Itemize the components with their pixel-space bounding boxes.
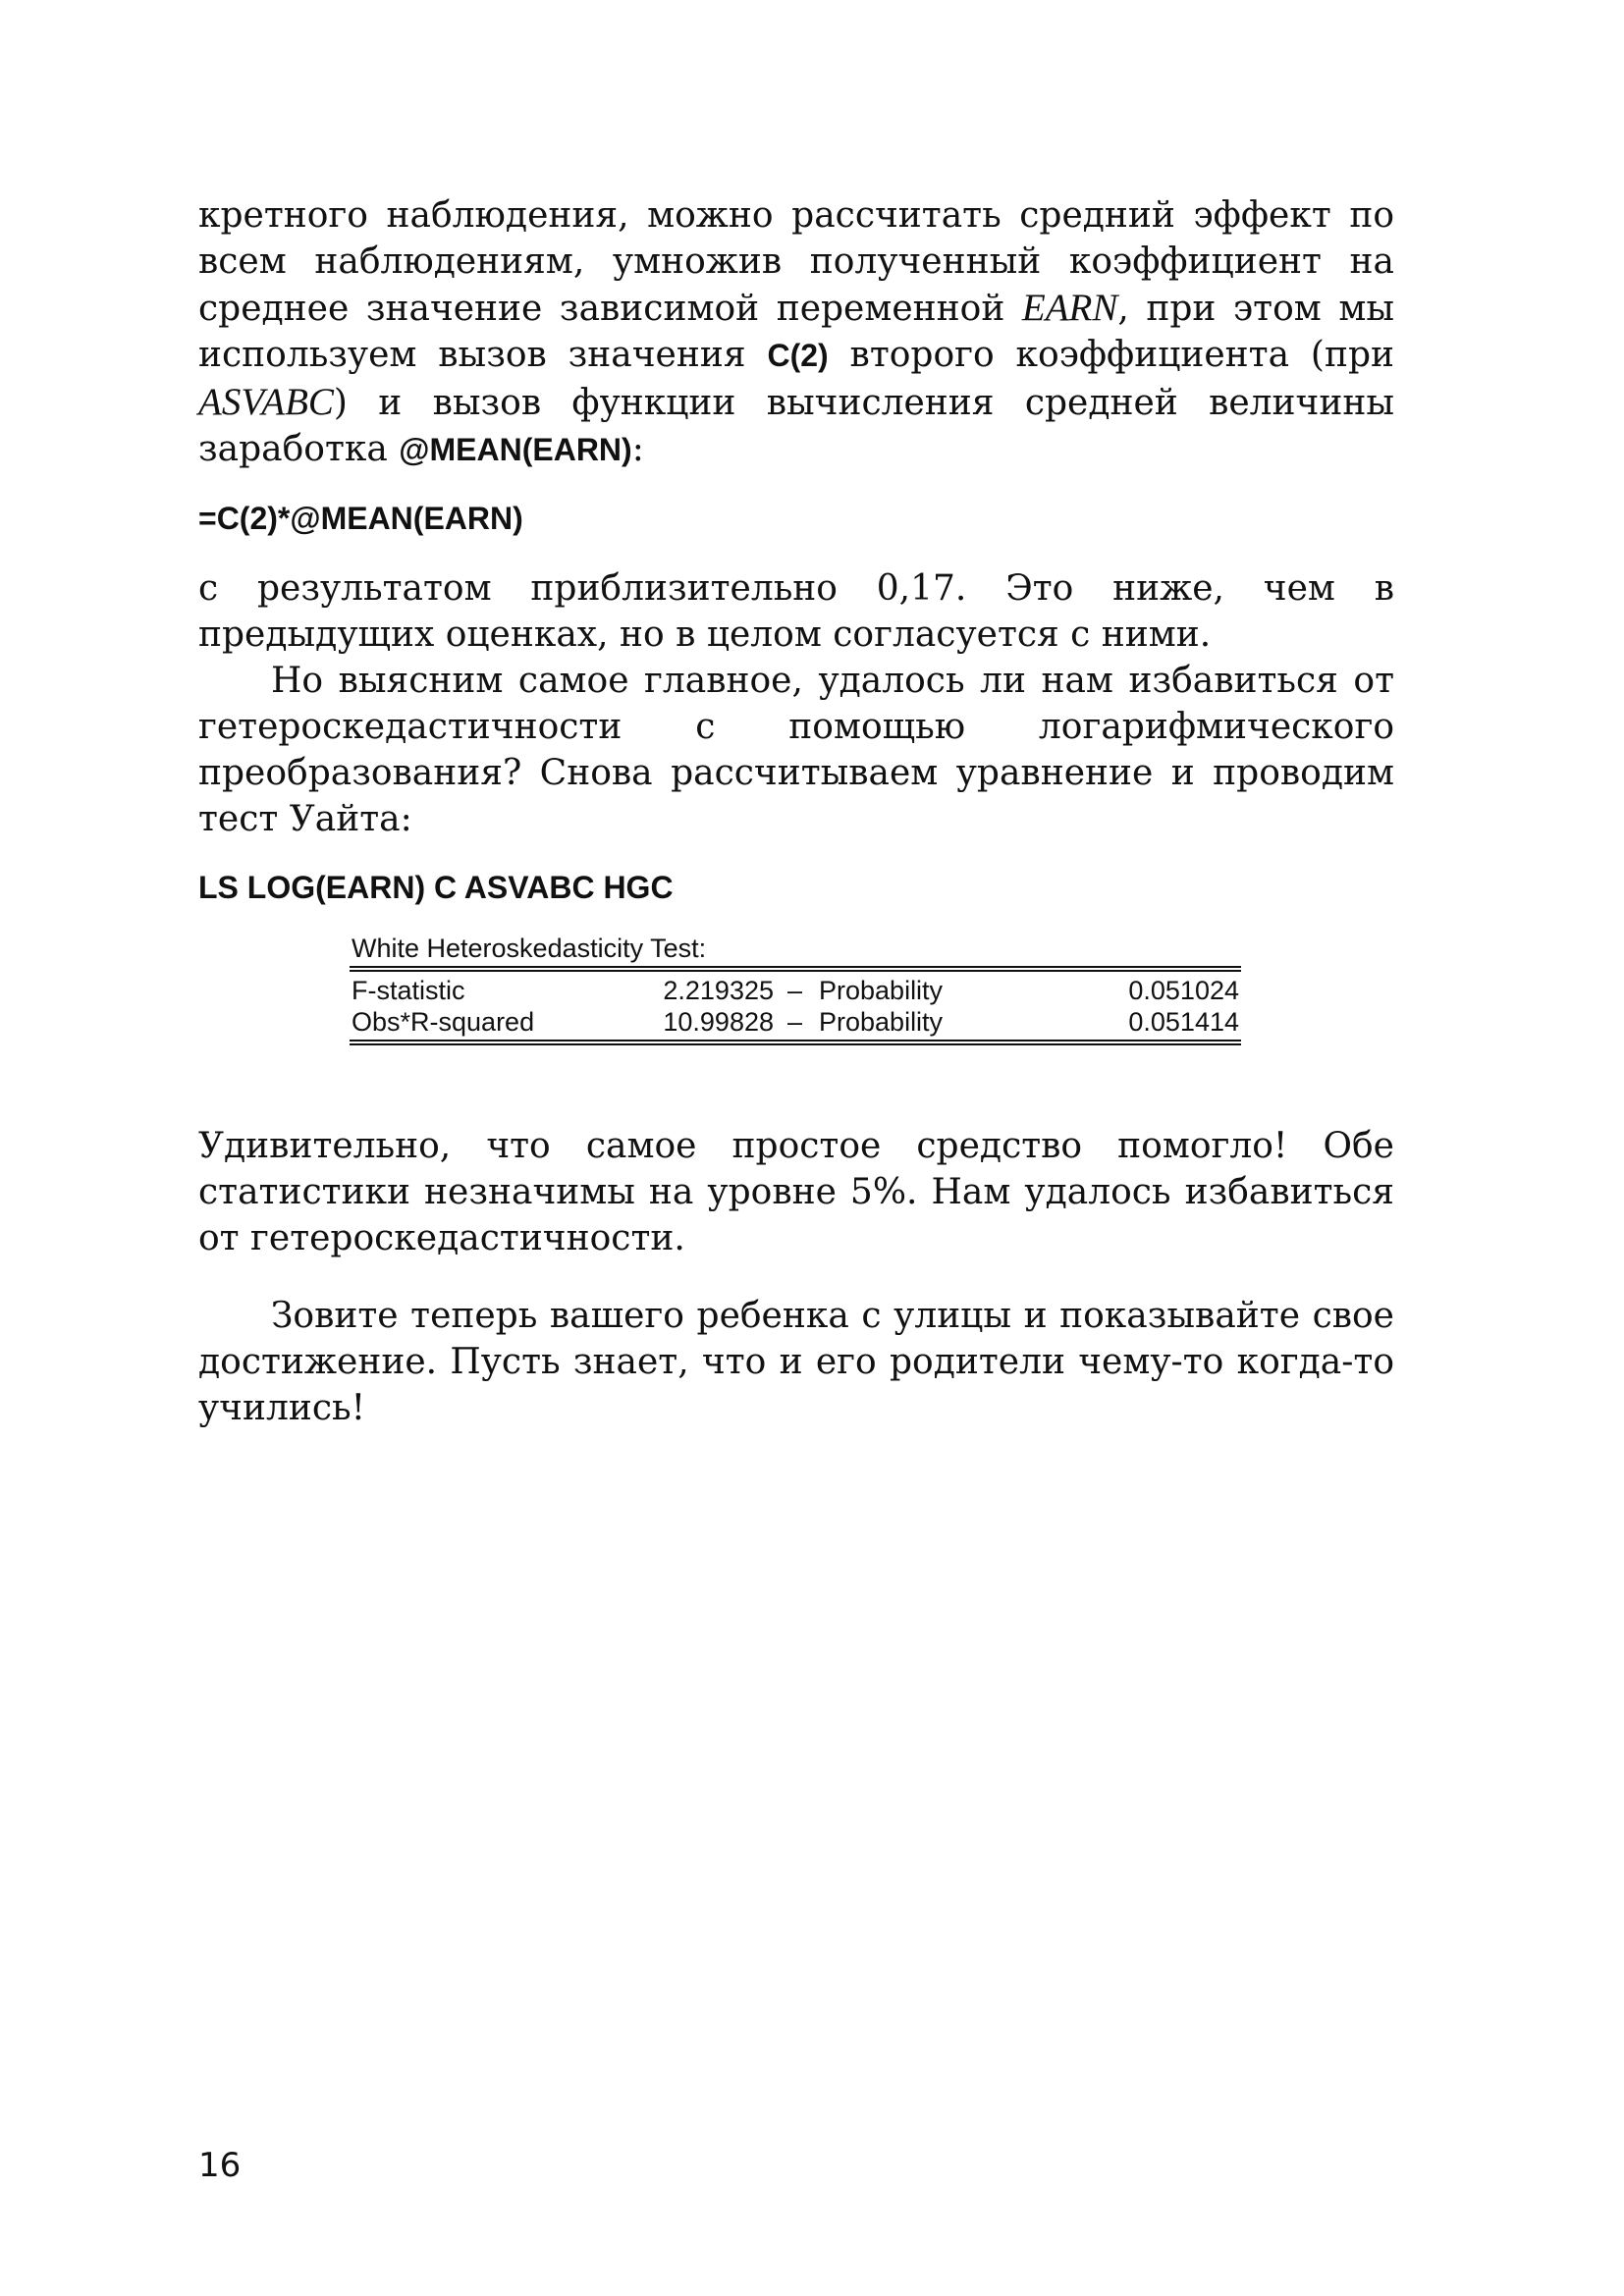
ls-command-line: LS LOG(EARN) C ASVABC HGC (198, 870, 674, 905)
text-segment: , при этом мы используем вызов значения (198, 289, 1394, 375)
page-body (198, 192, 1394, 907)
paragraph-question: Но выясним самое главное, удалось ли нам избавиться от гетероскедастичности с помощью логарифмического преобразования? Снова рассчитываем уравнение и проводим тест Уайта: (198, 661, 1394, 839)
probability-label: Probability (819, 976, 944, 1005)
paragraph-result: с результатом приблизительно 0,17. Это ниже, чем в предыдущих оценках, но в целом согласуется с ними. (198, 568, 1394, 655)
stat-label: Obs*R-squared (352, 1007, 535, 1037)
white-test-table (350, 933, 1241, 1045)
white-test-title: White Heteroskedasticity Test: (352, 934, 707, 963)
page-body-lower (198, 1123, 1394, 1431)
table-row (350, 975, 1241, 1006)
mean-earn-code: @MEAN(EARN) (399, 432, 632, 467)
text-segment: : (631, 429, 644, 469)
paragraph-conclusion: Удивительно, что самое простое средство помогло! Обе статистики незначимы на уровне 5%. Нам удалось избавиться от гетероскедастичности. (198, 1126, 1394, 1258)
text-segment: кретного наблюдения, можно рассчитать средний эффект по всем наблюдениям, умножив полученный коэффициент на среднее значение зависимой переменной (198, 195, 1394, 329)
dash-separator: – (787, 1007, 803, 1037)
formula-line: =C(2)*@MEAN(EARN) (198, 501, 523, 536)
dash-separator: – (787, 976, 803, 1005)
table-row (350, 1006, 1241, 1038)
probability-value: 0.051414 (1128, 1007, 1239, 1037)
stat-value: 2.219325 (663, 976, 774, 1005)
paragraph-closing: Зовите теперь вашего ребенка с улицы и показывайте свое достижение. Пусть знает, что и его родители чему-то когда-то учились! (198, 1296, 1394, 1428)
earn-variable: EARN (1021, 287, 1118, 329)
text-segment: ) и вызов функции вычисления средней величины заработка (198, 383, 1394, 469)
stat-label: F-statistic (352, 976, 465, 1005)
c2-code: C(2) (767, 338, 829, 373)
stat-value: 10.99828 (663, 1007, 774, 1037)
asvabc-variable: ASVABC (198, 381, 334, 423)
paragraph-mean-effect (198, 192, 1394, 473)
probability-value: 0.051024 (1128, 976, 1239, 1005)
page-number: 16 (198, 2146, 242, 2185)
text-segment: второго коэффициента (при (828, 335, 1395, 375)
table-bottom-rule (350, 1040, 1241, 1045)
probability-label: Probability (819, 1007, 944, 1037)
